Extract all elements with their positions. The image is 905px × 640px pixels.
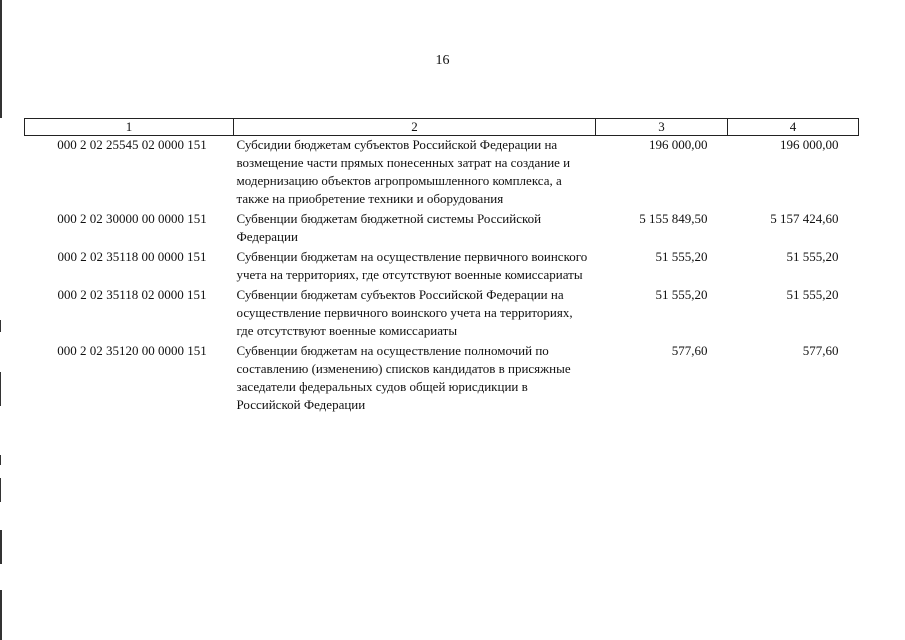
amount-column-3: 196 000,00 bbox=[649, 137, 708, 152]
classification-code: 000 2 02 35118 00 0000 151 bbox=[57, 249, 207, 264]
amount-column-4: 51 555,20 bbox=[786, 287, 839, 302]
table-row bbox=[25, 136, 859, 211]
page-number: 16 bbox=[435, 53, 450, 68]
column-header-2: 2 bbox=[234, 119, 596, 136]
budget-table bbox=[24, 118, 859, 416]
classification-code: 000 2 02 30000 00 0000 151 bbox=[57, 211, 207, 226]
classification-code: 000 2 02 35118 02 0000 151 bbox=[57, 287, 207, 302]
revenue-name: Субсидии бюджетам субъектов Российской Федерации на возмещение части прямых понесенных затрат на создание и модернизацию объектов агропромышленного комплекса, а также на приобретение техники и оборудования bbox=[236, 137, 571, 206]
revenue-name: Субвенции бюджетам на осуществление первичного воинского учета на территориях, где отсутствуют военные комиссариаты bbox=[236, 249, 588, 282]
amount-column-3: 577,60 bbox=[671, 343, 708, 358]
amount-column-3: 51 555,20 bbox=[655, 249, 708, 264]
scan-edge-mark bbox=[0, 530, 2, 564]
table-header-row bbox=[25, 119, 859, 136]
revenue-name: Субвенции бюджетам субъектов Российской Федерации на осуществление первичного воинского учета на территориях, где отсутствуют военные комиссариаты bbox=[236, 287, 573, 338]
table-row bbox=[25, 286, 859, 342]
amount-column-3: 5 155 849,50 bbox=[639, 211, 708, 226]
table-row bbox=[25, 342, 859, 416]
scan-edge-mark bbox=[0, 590, 2, 640]
scan-edge-mark bbox=[0, 320, 1, 332]
scan-edge-mark bbox=[0, 372, 1, 406]
column-header-4: 4 bbox=[728, 119, 859, 136]
amount-column-4: 51 555,20 bbox=[786, 249, 839, 264]
revenue-name: Субвенции бюджетам на осуществление полномочий по составлению (изменению) списков кандидатов в присяжные заседатели федеральных судов общей юрисдикции в Российской Федерации bbox=[236, 343, 571, 412]
revenue-name: Субвенции бюджетам бюджетной системы Российской Федерации bbox=[236, 211, 542, 244]
column-header-1: 1 bbox=[25, 119, 234, 136]
classification-code: 000 2 02 25545 02 0000 151 bbox=[57, 137, 207, 152]
scan-edge-mark bbox=[0, 455, 1, 465]
classification-code: 000 2 02 35120 00 0000 151 bbox=[57, 343, 207, 358]
column-header-3: 3 bbox=[596, 119, 728, 136]
table-row bbox=[25, 248, 859, 286]
table-row bbox=[25, 210, 859, 248]
amount-column-3: 51 555,20 bbox=[655, 287, 708, 302]
amount-column-4: 196 000,00 bbox=[780, 137, 839, 152]
amount-column-4: 577,60 bbox=[802, 343, 839, 358]
scan-edge-mark bbox=[0, 478, 1, 502]
amount-column-4: 5 157 424,60 bbox=[770, 211, 839, 226]
